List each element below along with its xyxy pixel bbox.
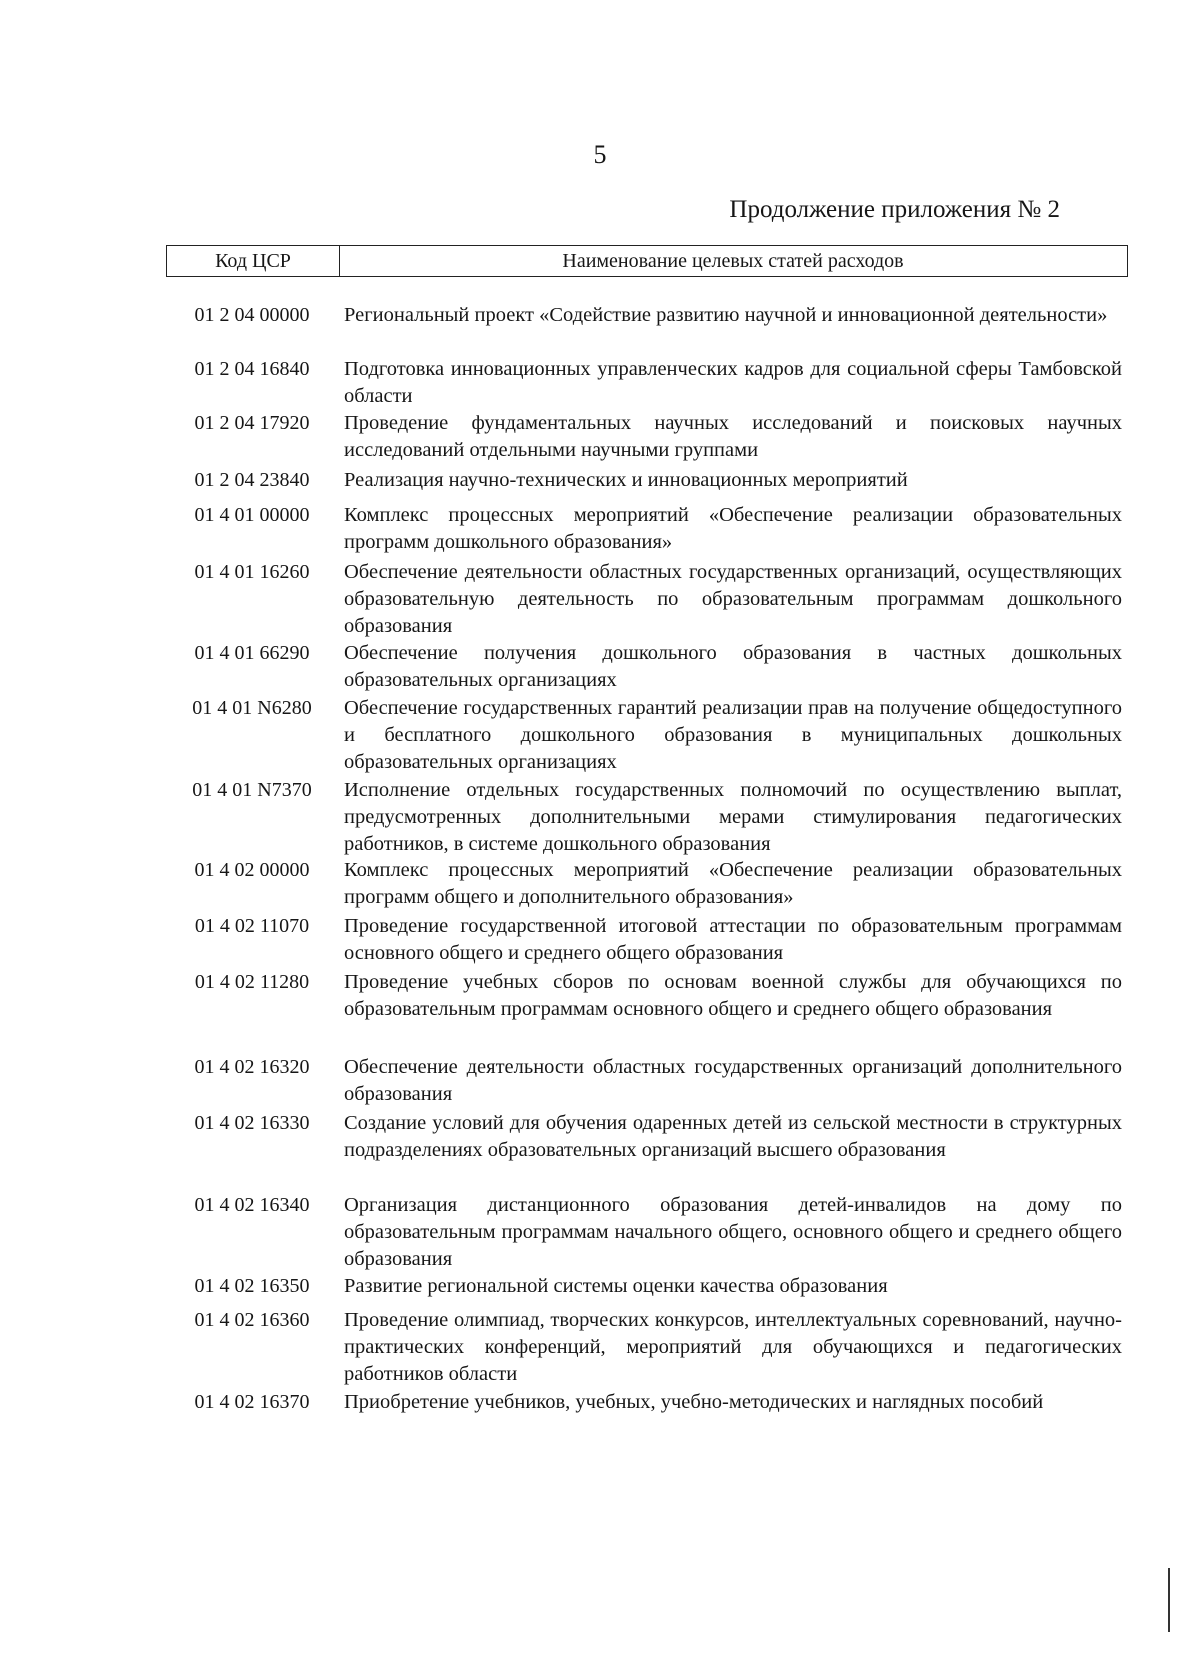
row-code: 01 4 02 16330: [194, 1112, 310, 1134]
row-code: 01 4 02 16320: [194, 1056, 310, 1078]
row-code: 01 4 02 16340: [194, 1194, 310, 1216]
row-name: Проведение фундаментальных научных исследований и поисковых научных исследований отдельными научными группами: [344, 412, 1122, 461]
header-code: Код ЦСР: [167, 246, 340, 276]
row-code: 01 4 01 N6280: [192, 697, 312, 719]
row-name: Исполнение отдельных государственных полномочий по осуществлению выплат, предусмотренных дополнительными мерами стимулирования педагогических работников, в системе дошкольного образования: [344, 779, 1122, 855]
row-code: 01 4 02 16360: [194, 1309, 310, 1331]
row-code: 01 4 02 16370: [194, 1391, 310, 1413]
row-name: Комплекс процессных мероприятий «Обеспечение реализации образовательных программ общего и дополнительного образования»: [344, 859, 1122, 908]
row-name: Проведение государственной итоговой аттестации по образовательным программам основного общего и среднего общего образования: [344, 915, 1122, 964]
row-name: Подготовка инновационных управленческих кадров для социальной сферы Тамбовской области: [344, 358, 1122, 407]
row-code: 01 4 01 66290: [194, 642, 310, 664]
row-name: Создание условий для обучения одаренных детей из сельской местности в структурных подразделениях образовательных организаций высшего образования: [344, 1112, 1122, 1161]
row-code: 01 2 04 17920: [194, 412, 310, 434]
page-number: 5: [593, 140, 607, 169]
scan-edge-mark: [1168, 1568, 1170, 1632]
row-code: 01 4 01 00000: [194, 504, 310, 526]
row-code: 01 4 02 11070: [194, 915, 310, 937]
row-code: 01 2 04 23840: [194, 469, 310, 491]
row-code: 01 4 01 N7370: [192, 779, 312, 801]
budget-codes-table: [166, 245, 1128, 1413]
row-name: Развитие региональной системы оценки качества образования: [344, 1275, 888, 1297]
row-code: 01 2 04 00000: [194, 304, 310, 326]
row-name: Организация дистанционного образования детей-инвалидов на дому по образовательным программам начального общего, основного общего и среднего общего образования: [344, 1194, 1122, 1270]
row-name: Обеспечение государственных гарантий реализации прав на получение общедоступного и бесплатного дошкольного образования в муниципальных дошкольных образовательных организациях: [344, 697, 1122, 773]
appendix-title: Продолжение приложения № 2: [729, 196, 1060, 223]
row-name: Региональный проект «Содействие развитию научной и инновационной деятельности»: [344, 304, 1108, 326]
row-name: Приобретение учебников, учебных, учебно-методических и наглядных пособий: [344, 1391, 1044, 1413]
row-code: 01 2 04 16840: [194, 358, 310, 380]
row-code: 01 4 01 16260: [194, 561, 310, 583]
row-name: Обеспечение получения дошкольного образования в частных дошкольных образовательных организациях: [344, 642, 1122, 691]
row-name: Обеспечение деятельности областных государственных организаций, осуществляющих образовательную деятельность по образовательным программам дошкольного образования: [344, 561, 1122, 637]
row-code: 01 4 02 11280: [194, 971, 310, 993]
row-code: 01 4 02 00000: [194, 859, 310, 881]
table-header: [166, 245, 1128, 277]
row-name: Реализация научно-технических и инновационных мероприятий: [344, 469, 908, 491]
row-name: Проведение учебных сборов по основам военной службы для обучающихся по образовательным программам основного общего и среднего общего образования: [344, 971, 1122, 1020]
row-name: Проведение олимпиад, творческих конкурсов, интеллектуальных соревнований, научно-практических конференций, мероприятий для обучающихся и педагогических работников области: [344, 1309, 1122, 1385]
row-code: 01 4 02 16350: [194, 1275, 310, 1297]
header-name: Наименование целевых статей расходов: [562, 250, 904, 272]
row-name: Обеспечение деятельности областных государственных организаций дополнительного образования: [344, 1056, 1122, 1105]
row-name: Комплекс процессных мероприятий «Обеспечение реализации образовательных программ дошкольного образования»: [344, 504, 1122, 553]
